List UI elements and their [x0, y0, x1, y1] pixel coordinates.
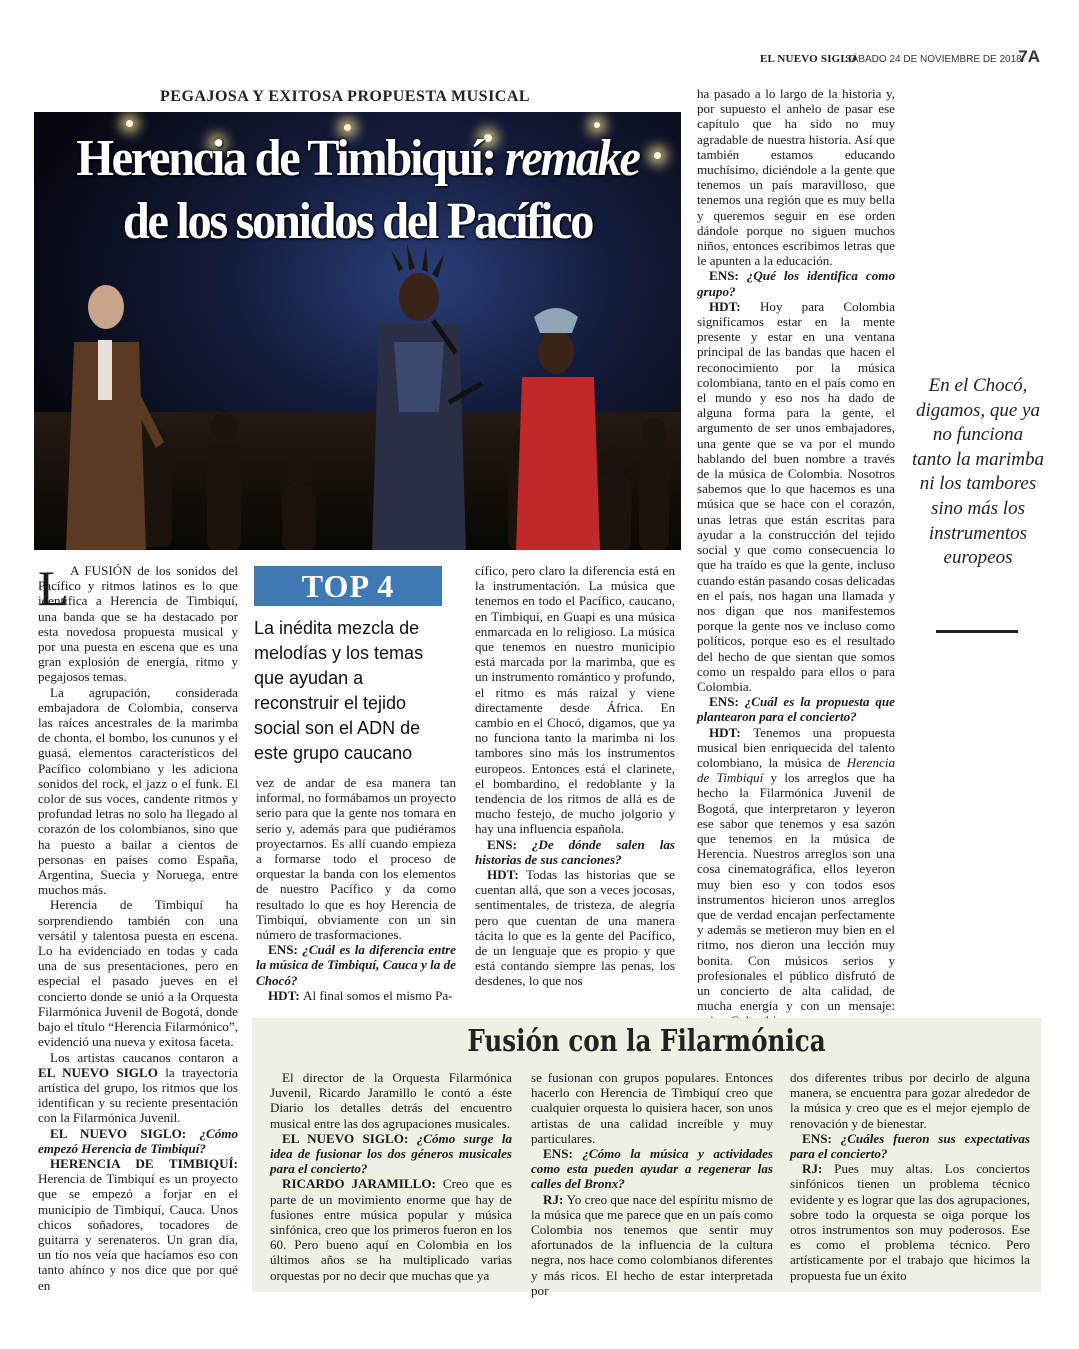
- pull-quote: En el Chocó, digamos, que ya no funciona tanto la marimba ni los tambores sino más los instrumentos europeos: [912, 375, 1044, 569]
- paragraph: La agrupación, considerada embajadora de Colombia, conserva las raíces ancestrales de la marimba de chonta, el bombo, los cununos y el guasá, elementos característicos del Pacífico colombiano y les adiciona sonidos del rock, el jazz o el funk. El color de sus voces, candente ritmos y profundad letras no solo ha llegado al corazón de los colombianos, sino que ha puesto a bailar a cientos de personas en países como España, Argentina, Suecia y Noruega, entre muchos más.: [38, 684, 238, 898]
- question: EL NUEVO SIGLO: ¿Cómo empezó Herencia de Timbiquí?: [38, 1125, 238, 1156]
- question: ENS: ¿Cuál es la propuesta que plantearon para el concierto?: [697, 694, 895, 725]
- question: ENS: ¿Qué los identifica como grupo?: [697, 268, 895, 299]
- headline-part1: Herencia de Timbiquí:: [76, 130, 505, 187]
- drop-cap: L: [38, 560, 69, 616]
- answer: HDT: Al final somos el mismo Pa-: [268, 987, 453, 1003]
- answer: RJ: Yo creo que nace del espíritu mismo de la música que me parece que en un país como Colombia nos tenemos que sentir muy afortunados de la influencia de la cultura negra, nos hace como colombianos diferentes y más ricos. El hecho de estar interpretada por: [531, 1191, 773, 1298]
- question: ENS: ¿Cómo la música y actividades como esta pueden ayudar a regenerar las calles del Bronx?: [531, 1146, 774, 1192]
- newspaper-name: EL NUEVO SIGLO: [760, 53, 857, 65]
- sidebar-title: Fusión con la Filarmónica: [467, 1024, 826, 1059]
- answer: HDT: Todas las historias que se cuentan allá, que son a veces jocosas, sentimentales, de tristeza, de alegría pero que cuentan de una manera tácita lo que es la gente del Pacífico, de un lenguaje que es propio y que está contando siempre las penas, los desdenes, lo que nos: [475, 867, 675, 989]
- article-headline: [57, 127, 659, 253]
- paragraph: cífico, pero claro la diferencia está en la instrumentación. La música que tenemos en todo el Pacífico, caucano, en Timbiquí, en Guapi es una música enmarcada en lo religioso. La música que tenemos en nuestro municipio está marcada por la marimba, que es un instrumento romántico y profundo, el ritmo es más raizal y viene directamente desde África. En cambio en el Chocó, digamos, que ya no funciona tanto la marimba ni los tambores sino más los instrumentos europeos. Entonces está el clarinete, el bombardino, el redoblante y la tendencia de los ritmos de allá es de mucho festejo, de mucho jolgorio y hay una influencia española.: [475, 563, 675, 837]
- paragraph: El director de la Orquesta Filarmónica Juvenil, Ricardo Jaramillo le contó a éste Diario los detalles detrás del encuentro musical entre las dos agrupaciones musicales.: [270, 1070, 512, 1131]
- question: ENS: ¿Cuáles fueron sus expectativas para el concierto?: [790, 1130, 1030, 1162]
- sidebar-column-2: [531, 1070, 773, 1298]
- issue-date: SÁBADO 24 DE NOVIEMBRE DE 2018: [845, 54, 1022, 65]
- sidebar-column-3: [790, 1070, 1030, 1283]
- article-column-1: [38, 560, 238, 1293]
- article-column-3: [475, 563, 675, 989]
- paragraph: dos diferentes tribus por decirlo de alguna manera, se encuentra para gozar alrededor de la música y creo que es el mejor ejemplo de renovación y de bienestar.: [790, 1070, 1030, 1131]
- paragraph: Los artistas caucanos contaron a EL NUEVO SIGLO la trayectoria artística del grupo, los ritmos que los identifican y su reciente presentación con la Filarmónica Juvenil.: [38, 1049, 238, 1126]
- answer: RICARDO JARAMILLO: Creo que es parte de un movimiento enorme que hay de fusiones entre música popular y música sinfónica, creo que los primeros fueron en los 60. Pero bueno aquí en Colombia en los últimos años se ha multiplicado varias orquestas por no decir que muchas que ya: [270, 1176, 512, 1283]
- paragraph: Herencia de Timbiquí ha sorprendiendo también con una versátil y talentosa puesta en escena. Lo ha evidenciado en todas y cada una de sus presentaciones, pero en especial el pasado jueves en el concierto donde se unió a la Orquesta Filarmónica Juvenil de Bogotá, donde bajo el título “Herencia Filarmónico”, evidenció una nueva y exitosa faceta.: [38, 897, 238, 1050]
- question: ENS: ¿Cuál es la diferencia entre la música de Timbiquí, Cauca y la de Chocó?: [256, 942, 456, 988]
- question: EL NUEVO SIGLO: ¿Cómo surge la idea de fusionar los dos géneros musicales para el concierto?: [270, 1130, 513, 1177]
- article-column-2: [256, 775, 456, 1003]
- answer: HDT: Hoy para Colombia significamos estar en la mente presente y estar en una ventana principal de las bandas que hacen el reconocimiento por la música colombiana, tanto en el país como en el mundo y eso nos ha dado de alguna forma para la gente, el argumento de ser unos embajadores, una gente que se va por el mundo hablando del buen nombre a través de la música de Colombia. Nosotros sabemos que lo que hacemos es una música que se hace con el corazón, unas letras que están escritas para ayudar a la construcción del tejido social y que como consecuencia lo que ha traído es que la gente, incluso cuando están pasando cosas delicadas en el país, nos hagan una llamada y nos digan que nos manifestemos porque la gente nos ve incluso como políticos, porque eso es el resultado del hecho de que sientan que somos como un respaldo para ellos o para Colombia.: [697, 298, 895, 694]
- article-column-4: [697, 86, 895, 1029]
- paragraph: ha pasado a lo largo de la historia y, por supuesto el anhelo de pasar ese capítulo que ha sido no muy agradable de nuestra historia. Así que también estamos educando muchísimo, diciéndole a la gente que tenemos un país maravilloso, que tenemos una región que es muy bella y queremos seguir en ese orden dándole porque no siguen muchos niños, entonces escribimos letras que le apunten a la educación.: [697, 86, 895, 269]
- sidebar-column-1: [270, 1070, 512, 1283]
- page-number: 7A: [1018, 47, 1040, 66]
- answer: HDT: Tenemos una propuesta musical bien enriquecida del talento colombiano, la música de Herencia de Timbiquí y los arreglos que ha hecho la Filarmónica Juvenil de Bogotá, que interpretaron y leyeron ese sabor que tenemos y esa sazón que tenemos en la música de Herencia. Nuestros arreglos son una cosa cinematográfica, ellos leyeron muy bien eso y con todos esos instrumentos hicieron unos arreglos que de verdad encajan perfectamente y además se metieron muy bien en el ritmo, nos dieron una lección muy bonita. Con músicos serios y profesionales el público disfrutó de un concierto de alta calidad, de mucha energía y con un mensaje:: [697, 724, 895, 1014]
- top4-label: TOP 4: [254, 566, 442, 606]
- paragraph: se fusionan con grupos populares. Entonces hacerlo con Herencia de Timbiquí creo que cualquier orquesta lo quisiera hacer, son unos artistas de una calidad increíble y muy particulares.: [531, 1070, 773, 1146]
- paragraph: vez de andar de esa manera tan informal, no formábamos un proyecto serio para que la gente nos tomara en serio y, además para que pudiéramos proyectarnos. Es allí cuando empieza a formarse todo el proceso de orquestar la banda con los elementos de nuestro Pacífico y da como resultado lo que es hoy Herencia de Timbiquí, obviamente con un sin número de trasformaciones.: [256, 775, 456, 943]
- article-kicker: PEGAJOSA Y EXITOSA PROPUESTA MUSICAL: [160, 88, 531, 105]
- page-header: [740, 48, 1040, 68]
- answer: HERENCIA DE TIMBIQUÍ: Herencia de Timbiquí es un proyecto que se empezó a forjar en el municipio de Timbiquí, Cauca. Unos chicos soñadores, tocadores de guitarra y serenateros. Un gran día, un tío nos veía que hacíamos eso con tanto ahínco y nos dice que por qué en: [38, 1155, 238, 1293]
- headline-italic: remake: [504, 130, 639, 187]
- pull-quote-rule: [936, 630, 1018, 633]
- answer: RJ: Pues muy altas. Los conciertos sinfónicos tienen un problema técnico evidente y es lograr que las dos agrupaciones, sobre todo la orquesta se oiga porque los otros instrumentos son muy poderosos. Ese es como el problema técnico. Pero artísticamente por el trabajo que hicimos la propuesta fue un éxito: [790, 1161, 1031, 1283]
- headline-part2: de los sonidos del Pacífico: [122, 193, 593, 250]
- question: ENS: ¿De dónde salen las historias de sus canciones?: [475, 836, 675, 867]
- top4-text: La inédita mezcla de melodías y los temas que ayudan a reconstruir el tejido social son el ADN de este grupo caucano: [254, 618, 424, 763]
- paragraph: A FUSIÓN de los sonidos del Pacífico y ritmos latinos es lo que identifica a Herencia de Timbiquí, una banda que se ha destacado por esta novedosa propuesta musical y por una puesta en escena que es una gran explosión de energía, ritmo y pegajosos temas.: [38, 563, 238, 685]
